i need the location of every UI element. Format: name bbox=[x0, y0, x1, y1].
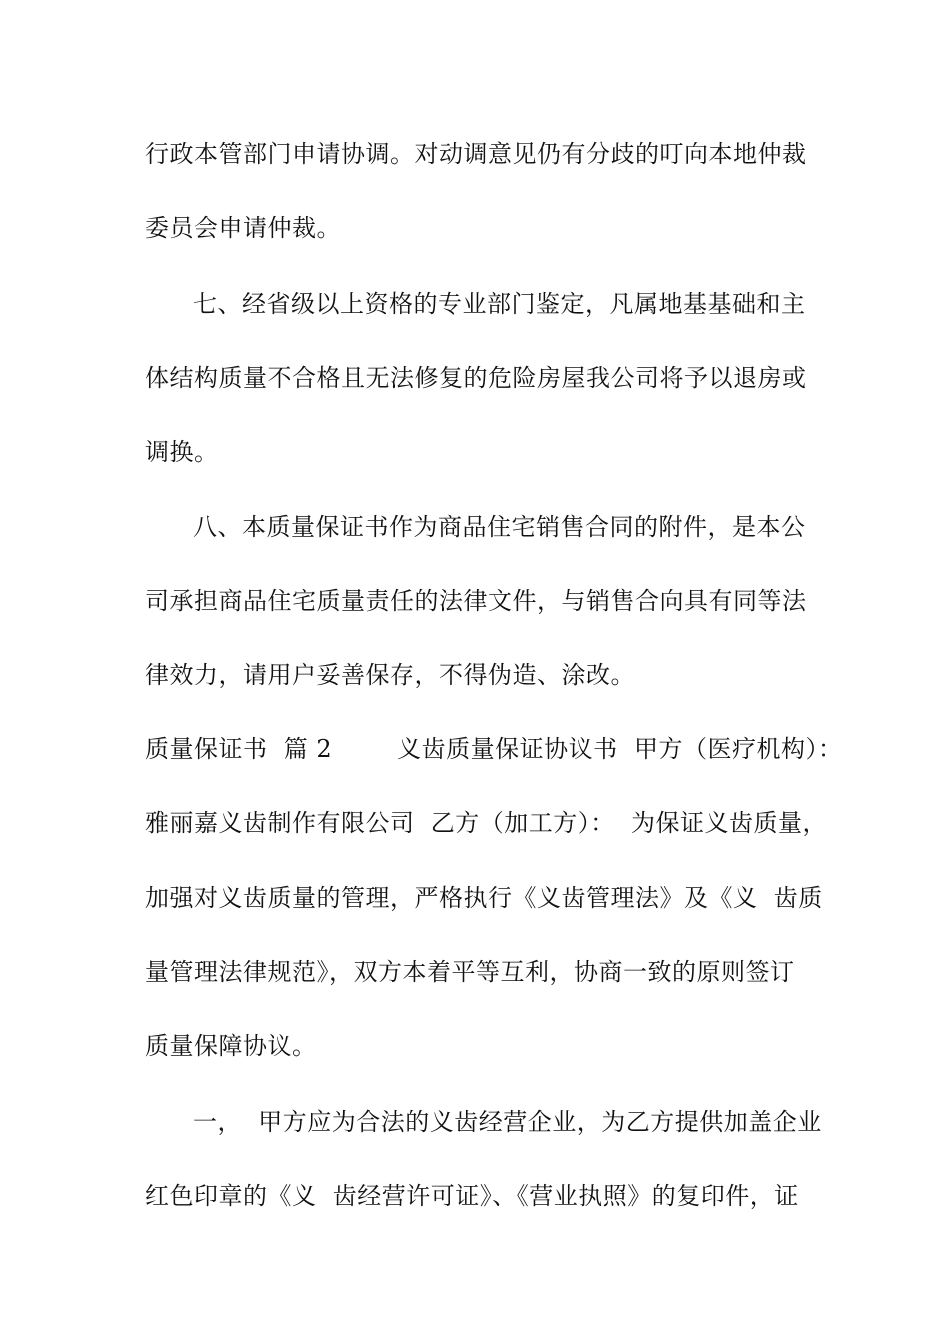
text-line: 一， 甲方应为合法的义齿经营企业，为乙方提供加盖企业 bbox=[193, 1108, 822, 1136]
text-line: 加强对义齿质量的管理，严格执行《义齿管理法》及《义 齿质 bbox=[145, 884, 823, 912]
text-line: 七、经省级以上资格的专业部门鉴定，凡属地基基础和主 bbox=[193, 290, 806, 318]
text-line: 红色印章的《义 齿经营许可证》、《营业执照》的复印件，证 bbox=[145, 1182, 799, 1210]
text-line: 调换。 bbox=[145, 438, 219, 466]
text-line: 司承担商品住宅质量责任的法律文件，与销售合向具有同等法 bbox=[145, 587, 807, 615]
text-line: 律效力，请用户妥善保存，不得伪造、涂改。 bbox=[145, 661, 635, 689]
text-line: 雅丽嘉义齿制作有限公司 乙方（加工方）： 为保证义齿质量， bbox=[145, 809, 828, 837]
text-line: 八、本质量保证书作为商品住宅销售合同的附件，是本公 bbox=[193, 513, 806, 541]
text-line: 量管理法律规范》，双方本着平等互利，协商一致的原则签订 bbox=[145, 958, 795, 986]
text-line: 行政本管部门申请协调。对动调意见仍有分歧的叮向本地仲裁 bbox=[145, 140, 807, 168]
text-line: 委员会申请仲裁。 bbox=[145, 214, 341, 242]
section-heading-line: 质量保证书 篇 2 义齿质量保证协议书 甲方（医疗机构）： bbox=[145, 735, 843, 763]
text-line: 体结构质量不合格且无法修复的危险房屋我公司将予以退房或 bbox=[145, 364, 807, 392]
text-line: 质量保障协议。 bbox=[145, 1032, 317, 1060]
